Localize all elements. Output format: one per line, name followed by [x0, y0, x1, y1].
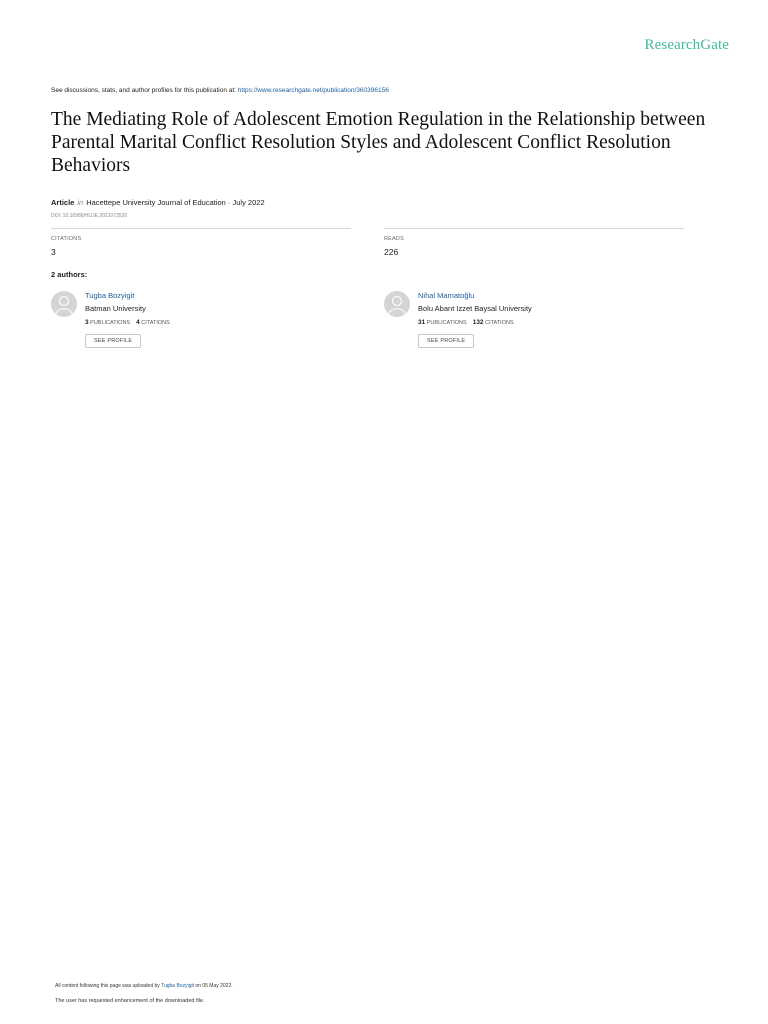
- author-name[interactable]: Nihal Mamatoğlu: [418, 291, 475, 300]
- upload-suffix: on 05 May 2022.: [193, 983, 233, 989]
- publication-meta: [51, 198, 265, 207]
- author-counts: [85, 319, 345, 326]
- reads-label: READS: [384, 236, 404, 242]
- author-counts: [418, 319, 678, 326]
- reads-value: 226: [384, 247, 399, 257]
- author-institution: Batman University: [85, 304, 146, 313]
- in-word: in: [77, 198, 84, 207]
- publication-link[interactable]: https://www.researchgate.net/publication/360396156: [237, 87, 389, 94]
- researchgate-logo[interactable]: ResearchGate: [644, 37, 729, 53]
- uploader-link[interactable]: Tugba Bozyigit: [161, 983, 194, 989]
- publications-count: 31: [418, 319, 426, 326]
- publications-count: 3: [85, 319, 89, 326]
- reads-stat: [384, 228, 684, 257]
- upload-prefix: All content following this page was uploaded by: [55, 983, 162, 989]
- author-name[interactable]: Tugba Bozyigit: [85, 291, 135, 300]
- see-profile-button[interactable]: SEE PROFILE: [85, 334, 141, 348]
- discussions-text: See discussions, stats, and author profiles for this publication at:: [51, 87, 238, 94]
- citations-label: CITATIONS: [51, 236, 82, 242]
- see-profile-button[interactable]: SEE PROFILE: [418, 334, 474, 348]
- publications-label: PUBLICATIONS: [426, 320, 467, 326]
- citations-count: 132: [472, 319, 484, 326]
- author-institution: Bolu Abant Izzet Baysal University: [418, 304, 532, 313]
- upload-note: [55, 983, 233, 989]
- avatar-placeholder-icon[interactable]: [51, 291, 77, 317]
- avatar-placeholder-icon[interactable]: [384, 291, 410, 317]
- citations-count: 4: [136, 319, 140, 326]
- authors-heading: 2 authors:: [51, 270, 88, 279]
- citations-count-label: CITATIONS: [485, 320, 514, 326]
- doi: DOI: 10.16986/HUJE.2021073520: [51, 213, 128, 219]
- venue-date: Hacettepe University Journal of Education · July 2022: [86, 198, 265, 207]
- citations-count-label: CITATIONS: [141, 320, 170, 326]
- publication-title: The Mediating Role of Adolescent Emotion Regulation in the Relationship between Parental Marital Conflict Resolution Styles and Adolescent Conflict Resolution Behaviors: [51, 109, 706, 176]
- enhancement-note: The user has requested enhancement of the downloaded file.: [55, 998, 205, 1004]
- publication-type: Article: [51, 198, 75, 207]
- citations-value: 3: [51, 247, 56, 257]
- publications-label: PUBLICATIONS: [90, 320, 131, 326]
- citations-stat: [51, 228, 351, 257]
- discussions-line: [51, 87, 389, 94]
